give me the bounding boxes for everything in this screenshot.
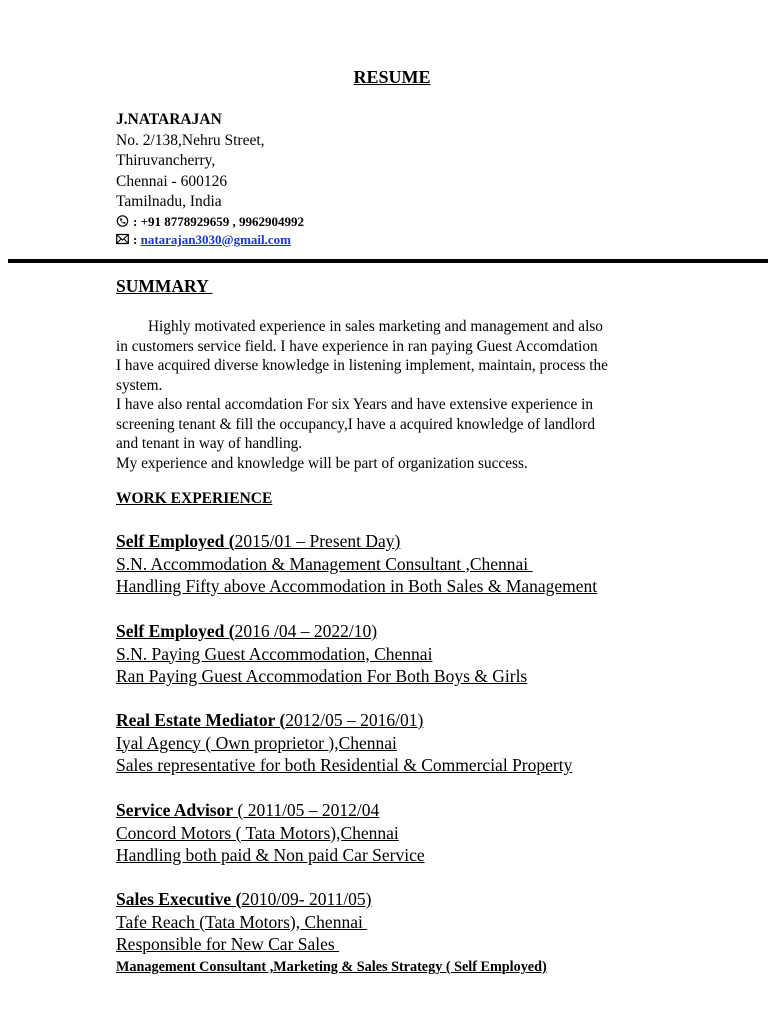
- job-description: Sales representative for both Residential & Commercial Property: [116, 755, 573, 775]
- work-experience-heading: WORK EXPERIENCE: [116, 490, 273, 507]
- summary-line: I have acquired diverse knowledge in listening implement, maintain, process the: [116, 357, 608, 374]
- job-role: Self Employed (: [116, 621, 235, 641]
- email-link[interactable]: natarajan3030@gmail.com: [140, 231, 291, 247]
- job-title-line: [116, 888, 372, 911]
- job-role: Real Estate Mediator (: [116, 710, 286, 730]
- job-entry: [116, 620, 527, 688]
- summary-line: and tenant in way of handling.: [116, 435, 303, 452]
- job-description: Ran Paying Guest Accommodation For Both Boys & Girls: [116, 666, 528, 686]
- address-line-4: Tamilnadu, India: [116, 193, 222, 210]
- phone-numbers: : +91 8778929659 , 9962904992: [133, 213, 304, 229]
- summary-line: Highly motivated experience in sales marketing and management and also: [148, 318, 603, 335]
- job-role: Sales Executive (: [116, 889, 242, 909]
- address-line-2: Thiruvancherry,: [116, 152, 216, 169]
- summary-line: I have also rental accomdation For six Years and have extensive experience in: [116, 396, 594, 413]
- job-period: ( 2011/05 – 2012/04: [233, 800, 380, 820]
- job-entry: [116, 888, 372, 956]
- job-period: 2010/09- 2011/05): [241, 889, 372, 909]
- job-period: 2012/05 – 2016/01): [285, 710, 424, 730]
- final-role-line: Management Consultant ,Marketing & Sales Strategy ( Self Employed): [116, 959, 547, 975]
- email-row: [116, 231, 304, 249]
- summary-line: in customers service field. I have experience in ran paying Guest Accomdation: [116, 337, 598, 355]
- job-title-line: [116, 530, 597, 553]
- job-entry: [116, 530, 597, 598]
- job-role: Self Employed (: [116, 531, 235, 551]
- resume-title: RESUME: [353, 67, 431, 87]
- phone-icon: [116, 215, 129, 227]
- email-prefix: :: [133, 231, 138, 247]
- job-title-line: [116, 620, 527, 643]
- job-company: Iyal Agency ( Own proprietor ),Chennai: [116, 732, 397, 753]
- candidate-name: J.NATARAJAN: [116, 111, 222, 128]
- header-divider: [8, 259, 768, 263]
- job-company: S.N. Accommodation & Management Consultant ,Chennai: [116, 553, 533, 574]
- job-entry: [116, 709, 572, 777]
- job-period: 2016 /04 – 2022/10): [234, 621, 378, 641]
- job-company: S.N. Paying Guest Accommodation, Chennai: [116, 643, 433, 664]
- job-title-line: [116, 799, 425, 822]
- job-role: Service Advisor: [116, 800, 234, 820]
- job-description: Handling both paid & Non paid Car Service: [116, 845, 425, 865]
- phone-row: [116, 213, 304, 231]
- job-description: Responsible for New Car Sales: [116, 934, 340, 954]
- address-line-1: No. 2/138,Nehru Street,: [116, 131, 265, 149]
- summary-heading: SUMMARY: [116, 276, 213, 296]
- summary-line: My experience and knowledge will be part of organization success.: [116, 454, 528, 472]
- envelope-icon: [116, 233, 129, 245]
- job-description: Handling Fifty above Accommodation in Both Sales & Management: [116, 576, 598, 596]
- job-entry: [116, 799, 425, 867]
- job-company: Concord Motors ( Tata Motors),Chennai: [116, 822, 399, 843]
- job-period: 2015/01 – Present Day): [234, 531, 401, 551]
- summary-line: system.: [116, 376, 163, 394]
- summary-line: screening tenant & fill the occupancy,I have a acquired knowledge of landlord: [116, 415, 595, 433]
- contact-block: [116, 110, 304, 249]
- job-title-line: [116, 709, 572, 732]
- job-company: Tafe Reach (Tata Motors), Chennai: [116, 911, 368, 932]
- address-line-3: Chennai - 600126: [116, 172, 228, 190]
- summary-text: [116, 317, 706, 473]
